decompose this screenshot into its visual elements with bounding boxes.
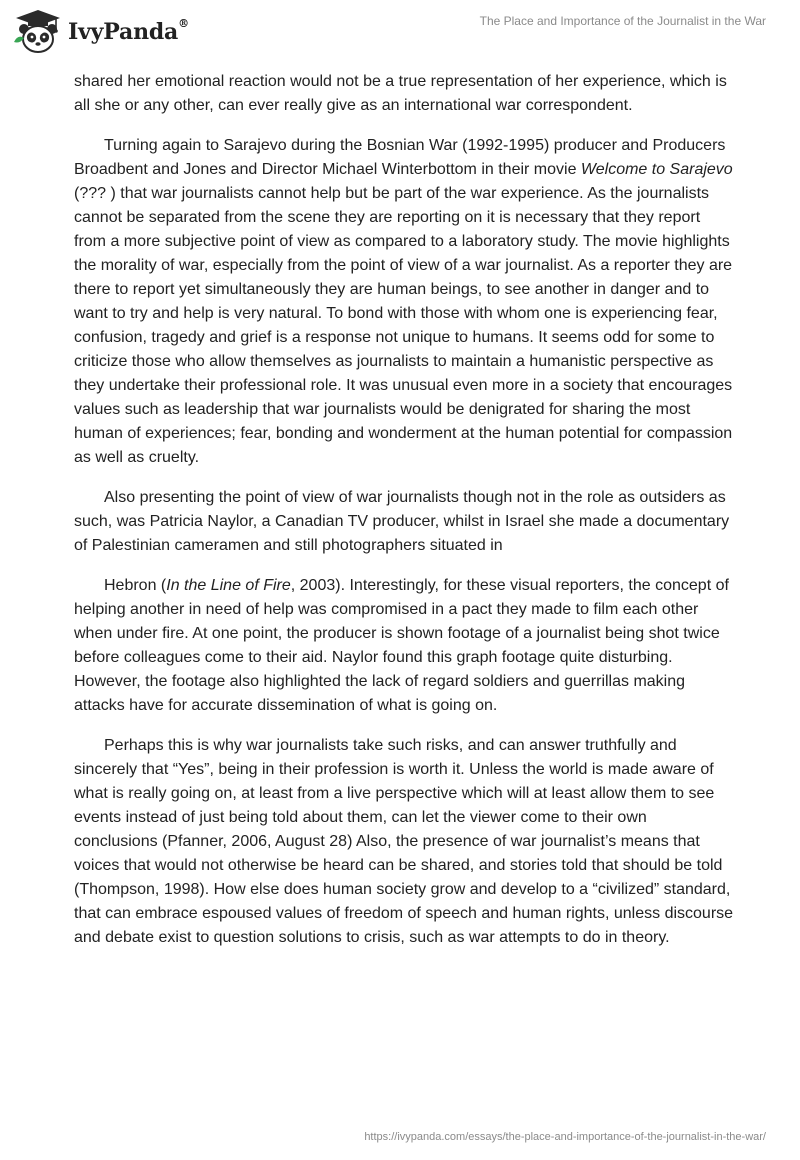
running-title: The Place and Importance of the Journalist in the War bbox=[479, 14, 766, 28]
page-header bbox=[0, 0, 800, 62]
brand-name: IvyPanda® bbox=[68, 17, 189, 45]
paragraph-3: Also presenting the point of view of war journalists though not in the role as outsiders as such, was Patricia Naylor, a Canadian TV producer, whilst in Israel she made a documentary of Palestinian cameramen and still photographers situated in bbox=[74, 489, 730, 554]
panda-graduate-icon bbox=[12, 8, 64, 56]
movie-title: Welcome to Sarajevo bbox=[580, 161, 733, 178]
paragraph-1: shared her emotional reaction would not be a true representation of her experience, which is all she or any other, can ever really give as an international war correspondent. bbox=[74, 73, 727, 114]
essay-body bbox=[74, 70, 734, 966]
paragraph-5: Perhaps this is why war journalists take such risks, and can answer truthfully and sincerely that “Yes”, being in their profession is worth it. Unless the world is made aware of what is really going on, at least from a live perspective which will at least allow them to see events instead of just being told about them, can let the viewer come to their own conclusions (Pfanner, 2006, August 28) Also, the presence of war journalist’s means that voices that would not otherwise be heard can be shared, and stories told that should be told (Thompson, 1998). How else does human society grow and develop to a “civilized” standard, that can embrace espoused values of freedom of speech and human rights, unless discourse and debate exist to question solutions to crisis, such as war attempts to do in theory. bbox=[74, 737, 734, 946]
ivypanda-logo[interactable] bbox=[12, 8, 189, 56]
source-url[interactable]: https://ivypanda.com/essays/the-place-and-importance-of-the-journalist-in-the-war/ bbox=[364, 1131, 766, 1143]
paragraph-4: Hebron (In the Line of Fire, 2003). Interestingly, for these visual reporters, the concept of helping another in need of help was compromised in a pact they made to film each other when under fire. At one point, the producer is shown footage of a journalist being shot twice before colleagues come to their aid. Naylor found this graph footage quite disturbing. However, the footage also highlighted the lack of regard soldiers and guerrillas making attacks have for accurate dissemination of what is going on. bbox=[74, 577, 729, 714]
documentary-title: In the Line of Fire bbox=[166, 577, 291, 594]
paragraph-2: Turning again to Sarajevo during the Bosnian War (1992-1995) producer and Producers Broadbent and Jones and Director Michael Winterbottom in their movie Welcome to Sarajevo (??? ) that war journalists cannot help but be part of the war experience. As the journalists cannot be separated from the scene they are reporting on it is necessary that they report from a more subjective point of view as compared to a laboratory study. The movie highlights the morality of war, especially from the point of view of a war journalist. As a reporter they are there to report yet simultaneously they are human beings, to see another in danger and to want to try and help is very natural. To bond with those with whom one is experiencing fear, confusion, tragedy and grief is a response not unique to humans. It seems odd for some to criticize those who allow themselves as journalists to maintain a humanistic perspective as they undertake their professional role. It was unusual even more in a society that encourages values such as leadership that war journalists would be denigrated for sharing the most human of experiences; fear, bonding and wonderment at the human potential for compassion as well as cruelty. bbox=[74, 137, 733, 466]
